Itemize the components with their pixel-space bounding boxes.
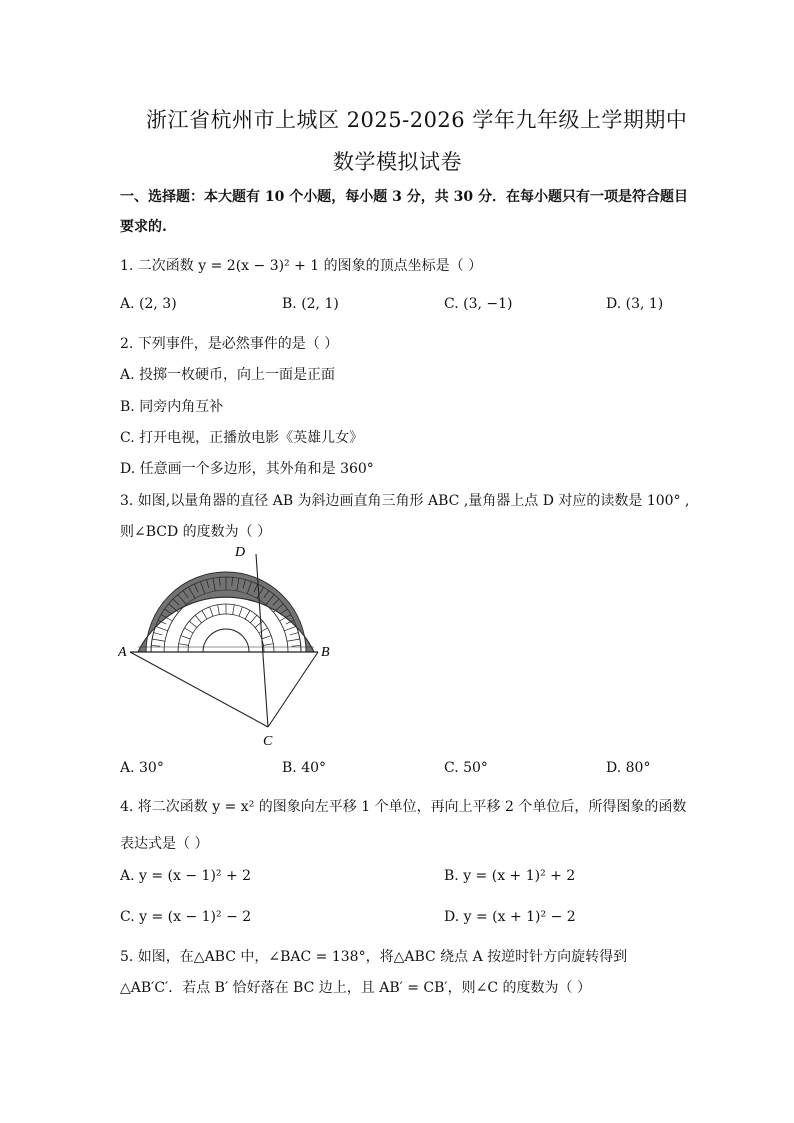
protractor-tick xyxy=(154,633,163,635)
q2-option-a: A. 投掷一枚硬币，向上一面是正面 xyxy=(120,367,336,383)
question-5-cont: △AB′C′．若点 B′ 恰好落在 BC 边上，且 AB′ = CB′，则∠C 的度数为（ ） xyxy=(120,980,591,996)
protractor-tick xyxy=(284,626,296,630)
section-heading: 一、选择题：本大题有 10 个小题，每小题 3 分，共 30 分．在每小题只有一项是符合题目 xyxy=(120,189,688,205)
protractor-tick xyxy=(287,639,300,641)
label-c: C xyxy=(263,734,273,749)
protractor-inner-tick xyxy=(245,610,250,619)
question-5: 5. 如图，在△ABC 中，∠BAC = 138°，将△ABC 绕点 A 按逆时针方向旋转得到 xyxy=(120,949,628,965)
q3-option-d: D. 80° xyxy=(606,760,651,776)
label-d: D xyxy=(235,545,246,560)
protractor-tick xyxy=(290,633,299,635)
protractor-inner-tick xyxy=(262,636,271,639)
q4-option-d: D. y = (x + 1)² − 2 xyxy=(444,909,576,925)
q3-option-c: C. 50° xyxy=(444,760,488,776)
protractor-inner-tick xyxy=(179,644,189,646)
protractor-tick xyxy=(152,639,165,641)
q4-option-b: B. y = (x + 1)² + 2 xyxy=(444,868,576,884)
q4-option-c: C. y = (x − 1)² − 2 xyxy=(120,909,252,925)
q1-option-a: A. (2, 3) xyxy=(120,296,177,312)
title-line-2: 数学模拟试卷 xyxy=(333,150,462,174)
protractor-figure xyxy=(118,545,338,750)
label-a: A xyxy=(118,645,127,660)
q4-option-a: A. y = (x − 1)² + 2 xyxy=(120,868,252,884)
label-b: B xyxy=(321,645,330,660)
question-4: 4. 将二次函数 y = x² 的图象向左平移 1 个单位，再向上平移 2 个单位后，所得图象的函数 xyxy=(120,799,687,815)
protractor-inner-tick xyxy=(255,621,263,627)
title-line-1: 浙江省杭州市上城区 2025-2026 学年九年级上学期期中 xyxy=(146,108,688,132)
question-3-cont: 则∠BCD 的度数为（ ） xyxy=(120,524,272,540)
protractor-inner-tick xyxy=(250,615,256,623)
section-heading-cont: 要求的. xyxy=(120,219,167,235)
protractor-inner-tick xyxy=(181,636,190,639)
q2-option-c: C. 打开电视，正播放电影《英雄儿女》 xyxy=(120,430,364,446)
protractor-inner-tick xyxy=(210,607,213,616)
q1-option-c: C. (3, −1) xyxy=(444,296,513,312)
protractor-inner-tick xyxy=(259,628,268,633)
q2-option-d: D. 任意画一个多边形，其外角和是 360° xyxy=(120,461,374,477)
protractor-inner-tick xyxy=(202,610,207,619)
protractor-inner-tick xyxy=(184,628,193,633)
protractor-tick xyxy=(151,645,160,646)
question-4-cont: 表达式是（ ） xyxy=(120,836,209,852)
protractor-inner-tick xyxy=(218,605,220,615)
q2-option-b: B. 同旁内角互补 xyxy=(120,399,224,415)
question-3: 3. 如图,以量角器的直径 AB 为斜边画直角三角形 ABC ,量角器上点 D 对应的读数是 100° , xyxy=(120,493,690,509)
q1-option-b: B. (2, 1) xyxy=(282,296,339,312)
protractor-inner-tick xyxy=(189,621,197,627)
q3-option-a: A. 30° xyxy=(120,760,164,776)
protractor-inner-tick xyxy=(195,615,201,623)
protractor-tick xyxy=(292,645,301,646)
q3-option-b: B. 40° xyxy=(282,760,327,776)
protractor-inner-tick xyxy=(263,644,273,646)
protractor-inner-tick xyxy=(233,605,235,615)
question-1: 1. 二次函数 y = 2(x − 3)² + 1 的图象的顶点坐标是（ ） xyxy=(120,258,483,274)
protractor-tick xyxy=(156,626,168,630)
protractor-inner-tick xyxy=(239,607,242,616)
question-2: 2. 下列事件，是必然事件的是（ ） xyxy=(120,336,339,352)
q1-option-d: D. (3, 1) xyxy=(606,296,664,312)
